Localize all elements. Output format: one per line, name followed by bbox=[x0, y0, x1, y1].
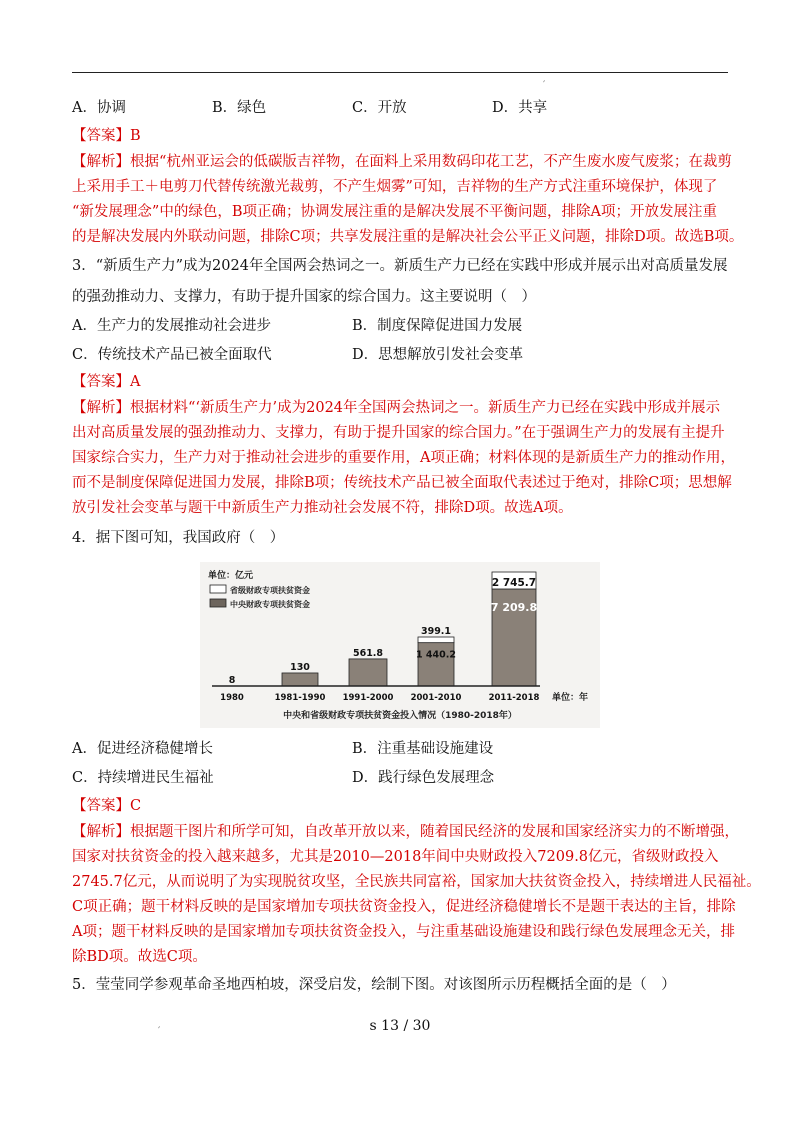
q2-option-a[interactable]: A．协调 bbox=[72, 100, 126, 116]
q4-option-b[interactable]: B．注重基础设施建设 bbox=[352, 741, 494, 757]
q3-answer: 【答案】A bbox=[72, 374, 141, 390]
q5-stem: 5．莹莹同学参观革命圣地西柏坡，深受启发，绘制下图。对该图所示历程概括全面的是（ ） bbox=[72, 977, 676, 993]
q3-analysis-line: 出对高质量发展的强劲推动力、支撑力，有助于提升国家的综合国力。”在于强调生产力的发展有主提升 bbox=[72, 425, 725, 441]
legend-label-provincial: 省级财政专项扶贫资金 bbox=[230, 586, 310, 595]
data-label-central-2001-2010: 1 440.2 bbox=[416, 649, 456, 661]
q2-analysis-line: 上采用手工＋电剪刀代替传统激光裁剪，不产生烟雾”可知，吉祥物的生产方式注重环境保护，体现了 bbox=[72, 179, 718, 195]
q4-analysis-line: 除BD项。故选C项。 bbox=[72, 949, 207, 965]
data-label-central-1980: 8 bbox=[228, 675, 236, 686]
x-tick-label-2011-2018: 2011-2018 bbox=[488, 693, 540, 703]
q4-answer: 【答案】C bbox=[72, 798, 142, 814]
q2-analysis-line: 【解析】根据“杭州亚运会的低碳版吉祥物，在面料上采用数码印花工艺，不产生废水废气废浆；在裁剪 bbox=[72, 154, 732, 170]
q3-stem-line: 3．“新质生产力”成为2024年全国两会热词之一。新质生产力已经在实践中形成并展示出对高质量发展 bbox=[72, 258, 728, 274]
scan-mark: ′ bbox=[543, 80, 546, 91]
chart-unit-label: 单位：亿元 bbox=[208, 571, 254, 581]
x-tick-label-2001-2010: 2001-2010 bbox=[410, 693, 462, 703]
q4-stem: 4．据下图可知，我国政府（ ） bbox=[72, 530, 285, 546]
q2-option-c[interactable]: C．开放 bbox=[352, 100, 407, 116]
x-tick-label-1991-2000: 1991-2000 bbox=[342, 693, 394, 703]
q3-option-b[interactable]: B．制度保障促进国力发展 bbox=[352, 318, 523, 334]
data-label-provincial-2001-2010: 399.1 bbox=[420, 625, 452, 637]
q3-option-d[interactable]: D．思想解放引发社会变革 bbox=[352, 347, 524, 363]
q3-stem-line: 的强劲推动力、支撑力，有助于提升国家的综合国力。这主要说明（ ） bbox=[72, 289, 536, 305]
x-tick-label-1981-1990: 1981-1990 bbox=[274, 693, 326, 703]
q3-analysis-line: 放引发社会变革与题干中新质生产力推动社会发展不符，排除D项。故选A项。 bbox=[72, 500, 573, 516]
q4-analysis-line: 国家对扶贫资金的投入越来越多，尤其是2010—2018年间中央财政投入7209.8亿元，省级财政投入 bbox=[72, 849, 719, 865]
q4-analysis-line: 【解析】根据题干图片和所学可知，自改革开放以来，随着国民经济的发展和国家经济实力的不断增强， bbox=[72, 824, 739, 840]
q3-analysis-line: 【解析】根据材料“‘新质生产力’成为2024年全国两会热词之一。新质生产力已经在实践中形成并展示 bbox=[72, 400, 721, 416]
bar-central-1991-2000 bbox=[349, 659, 387, 686]
q4-option-d[interactable]: D．践行绿色发展理念 bbox=[352, 770, 495, 786]
q4-analysis-line: C项正确；题干材料反映的是国家增加专项扶贫资金投入，促进经济稳健增长不是题干表达的主旨，排除 bbox=[72, 899, 736, 915]
q3-option-c[interactable]: C．传统技术产品已被全面取代 bbox=[72, 347, 272, 363]
q2-analysis-line: “新发展理念”中的绿色，B项正确；协调发展注重的是解决发展不平衡问题，排除A项；开放发展注重 bbox=[72, 204, 717, 220]
q4-option-a[interactable]: A．促进经济稳健增长 bbox=[72, 741, 213, 757]
header-rule bbox=[72, 72, 728, 73]
x-unit-label: 单位：年 bbox=[552, 693, 589, 703]
q2-option-d[interactable]: D．共享 bbox=[492, 100, 548, 116]
legend-swatch-provincial bbox=[210, 585, 226, 593]
data-label-provincial-2011-2018: 2 745.7 bbox=[491, 577, 537, 589]
chart-caption: 中央和省级财政专项扶贫资金投入情况（1980-2018年） bbox=[283, 711, 517, 721]
legend-swatch-central bbox=[210, 599, 226, 607]
q4-option-c[interactable]: C．持续增进民生福祉 bbox=[72, 770, 214, 786]
q3-analysis-line: 国家综合实力，生产力对于推动社会进步的重要作用，A项正确；材料体现的是新质生产力的推动作用， bbox=[72, 450, 735, 466]
data-label-central-1981-1990: 130 bbox=[290, 661, 310, 673]
q2-option-b[interactable]: B．绿色 bbox=[212, 100, 267, 116]
scan-mark: ′ bbox=[158, 1026, 161, 1037]
q3-option-a[interactable]: A．生产力的发展推动社会进步 bbox=[72, 318, 271, 334]
q4-analysis-line: A项；题干材料反映的是国家增加专项扶贫资金投入，与注重基础设施建设和践行绿色发展理念无关，排 bbox=[72, 924, 735, 940]
q4-analysis-line: 2745.7亿元，从而说明了为实现脱贫攻坚，全民族共同富裕，国家加大扶贫资金投入，持续增进人民福祉。 bbox=[72, 874, 761, 890]
q2-answer: 【答案】B bbox=[72, 128, 141, 144]
legend-label-central: 中央财政专项扶贫资金 bbox=[230, 600, 310, 609]
x-tick-label-1980: 1980 bbox=[220, 693, 244, 703]
bar-central-1981-1990 bbox=[282, 673, 318, 686]
bar-provincial-2001-2010 bbox=[418, 637, 454, 643]
q3-analysis-line: 而不是制度保障促进国力发展，排除B项；传统技术产品已被全面取代表述过于绝对，排除C项；思想解 bbox=[72, 475, 732, 491]
data-label-central-1991-2000: 561.8 bbox=[352, 647, 384, 659]
data-label-central-2011-2018: 7 209.8 bbox=[490, 600, 538, 614]
q2-analysis-line: 的是解决发展内外联动问题，排除C项；共享发展注重的是解决社会公平正义问题，排除D项。故选B项。 bbox=[72, 229, 744, 245]
poverty-fund-chart bbox=[200, 562, 600, 728]
page-number: s 13 / 30 bbox=[369, 1018, 431, 1034]
